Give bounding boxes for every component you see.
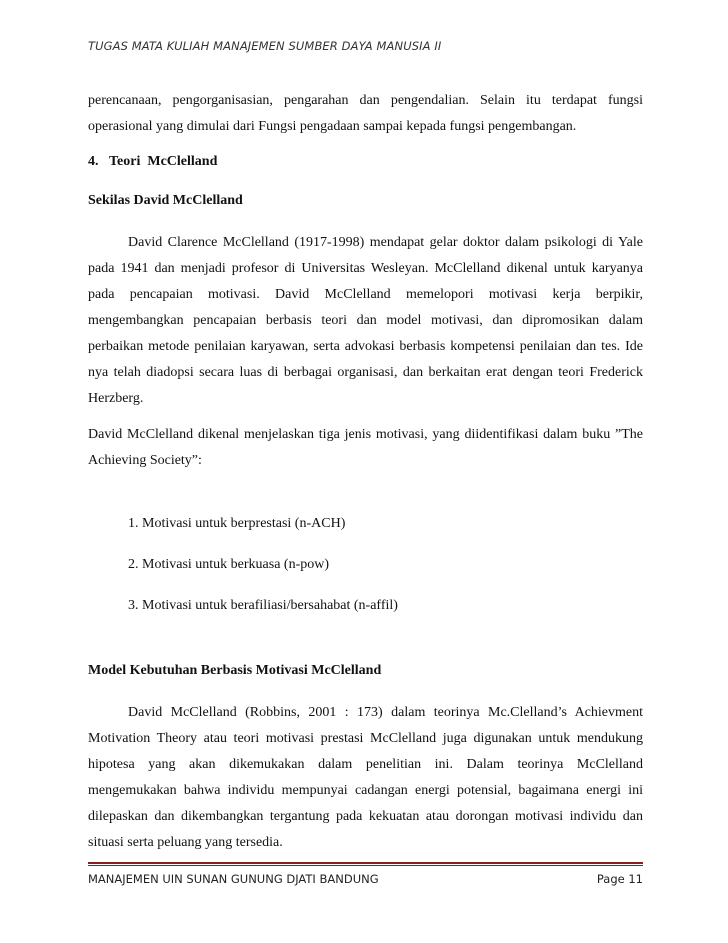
- text-line: nya telah diadopsi secara luas di berbagai organisasi, dan berkaitan erat dengan teori Frederick: [88, 365, 643, 380]
- motivation-types-intro: [88, 422, 643, 474]
- text-line: David McClelland (Robbins, 2001 : 173) dalam teorinya Mc.Clelland’s Achievment: [128, 705, 643, 720]
- footer-rule-thin: [88, 865, 643, 866]
- section-heading: [88, 149, 643, 175]
- section-title: Teori McClelland: [109, 154, 218, 169]
- text-line: Motivation Theory atau teori motivasi prestasi McClelland juga digunakan untuk mendukung: [88, 731, 643, 746]
- text-line: David McClelland dikenal menjelaskan tiga jenis motivasi, yang diidentifikasi dalam buku ”The: [88, 427, 643, 442]
- section-number: 4.: [88, 154, 99, 169]
- text-line: Achieving Society”:: [88, 453, 202, 468]
- subsection-heading: Model Kebutuhan Berbasis Motivasi McClelland: [88, 663, 382, 678]
- list-item: 2. Motivasi untuk berkuasa (n-pow): [128, 557, 330, 572]
- subsection-heading: Sekilas David McClelland: [88, 193, 243, 208]
- biography-paragraph: [88, 230, 643, 412]
- text-line: mengembangkan pencapaian berbasis teori dan model motivasi, dan dipromosikan dalam: [88, 313, 643, 328]
- text-line: perencanaan, pengorganisasian, pengarahan dan pengendalian. Selain itu terdapat fungsi: [88, 93, 643, 108]
- model-paragraph: [88, 700, 643, 856]
- page-number: Page 11: [596, 872, 643, 886]
- text-line: perbaikan metode penilaian karyawan, serta advokasi berbasis kompetensi penilaian dan tes. Ide: [88, 339, 643, 354]
- footer-rule: [88, 862, 643, 864]
- text-line: operasional yang dimulai dari Fungsi pengadaan sampai kepada fungsi pengembangan.: [88, 119, 577, 134]
- text-line: pada pencapaian motivasi. David McClelland memelopori motivasi kerja berpikir,: [88, 287, 643, 302]
- motivation-list: [88, 511, 643, 537]
- text-line: hipotesa yang akan dikemukakan dalam penelitian ini. Dalam teorinya McClelland: [88, 757, 643, 772]
- text-line: David Clarence McClelland (1917-1998) mendapat gelar doktor dalam psikologi di Yale: [128, 235, 643, 250]
- text-line: pada 1941 dan menjadi profesor di Universitas Wesleyan. McClelland dikenal untuk karyanya: [88, 261, 643, 276]
- intro-paragraph: [88, 88, 643, 140]
- text-line: situasi serta peluang yang tersedia.: [88, 835, 283, 850]
- list-item: 1. Motivasi untuk berprestasi (n-ACH): [128, 516, 346, 531]
- text-line: mengemukakan bahwa individu mempunyai cadangan energi potensial, bagaimana energi ini: [88, 783, 643, 798]
- running-header: TUGAS MATA KULIAH MANAJEMEN SUMBER DAYA MANUSIA II: [88, 39, 442, 53]
- list-item: 3. Motivasi untuk berafiliasi/bersahabat (n-affil): [128, 598, 398, 613]
- footer-institution: MANAJEMEN UIN SUNAN GUNUNG DJATI BANDUNG: [88, 872, 379, 886]
- text-line: Herzberg.: [88, 391, 144, 406]
- text-line: dilepaskan dan dikembangkan tergantung pada kekuatan atau dorongan motivasi individu dan: [88, 809, 643, 824]
